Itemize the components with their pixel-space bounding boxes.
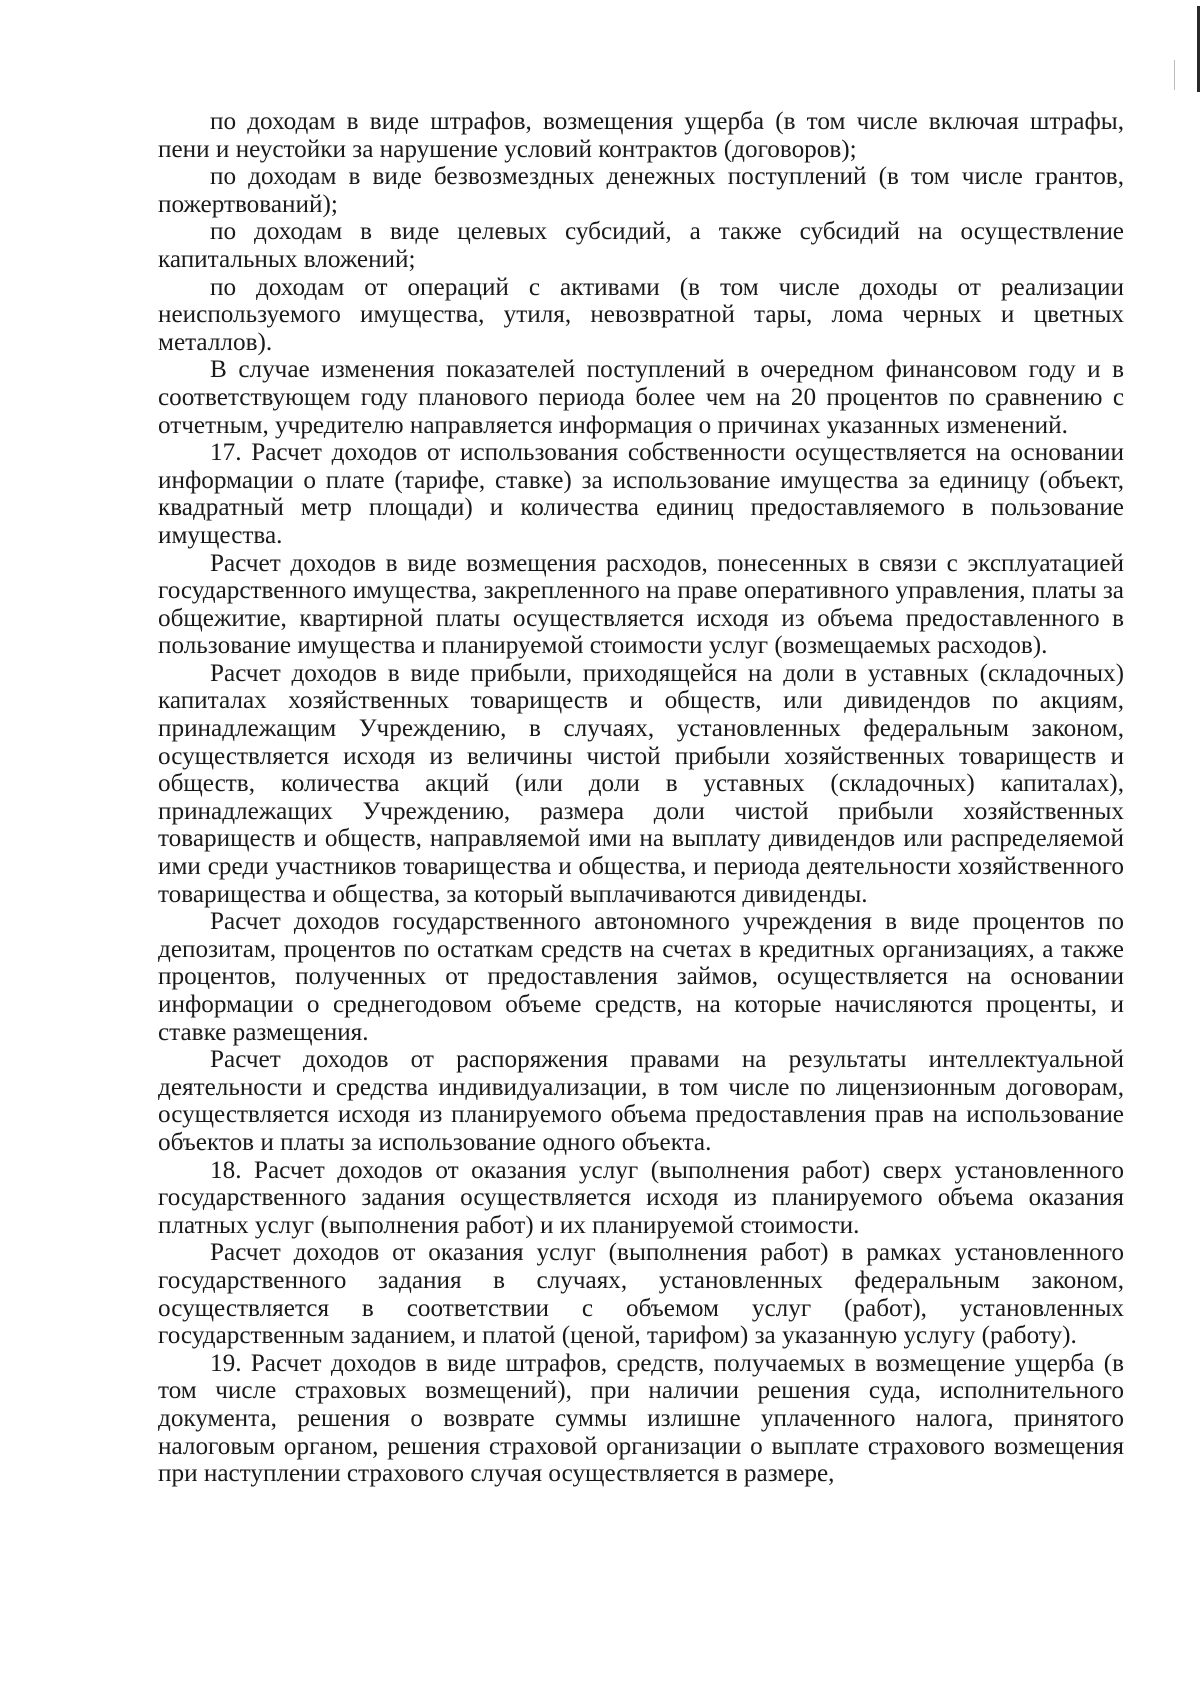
paragraph-services-within-task: Расчет доходов от оказания услуг (выполнения работ) в рамках установленного государственного задания в случаях, установленных федеральным законом, осуществляется в соответствии с объемом услуг (работ), установленных государственным заданием, и платой (ценой, тарифом) за указанную услугу (работу).: [158, 1239, 1124, 1350]
document-body: [158, 108, 1124, 1488]
paragraph-gratuitous-income: по доходам в виде безвозмездных денежных поступлений (в том числе грантов, пожертвований);: [158, 163, 1124, 218]
paragraph-deposit-interest: Расчет доходов государственного автономного учреждения в виде процентов по депозитам, процентов по остаткам средств на счетах в кредитных организациях, а также процентов, полученных от предоставления займов, осуществляется на основании информации о среднегодовом объеме средств, на которые начисляются проценты, и ставке размещения.: [158, 908, 1124, 1046]
paragraph-fines-income: по доходам в виде штрафов, возмещения ущерба (в том числе включая штрафы, пени и неустойки за нарушение условий контрактов (договоров);: [158, 108, 1124, 163]
paragraph-expense-reimbursement: Расчет доходов в виде возмещения расходов, понесенных в связи с эксплуатацией государственного имущества, закрепленного на праве оперативного управления, платы за общежитие, квартирной платы осуществляется исходя из объема предоставленного в пользование имущества и планируемой стоимости услуг (возмещаемых расходов).: [158, 549, 1124, 660]
paragraph-targeted-subsidies: по доходам в виде целевых субсидий, а также субсидий на осуществление капитальных вложений;: [158, 218, 1124, 273]
scan-speck-mark: [1174, 60, 1175, 90]
paragraph-section-17-property-use: 17. Расчет доходов от использования собственности осуществляется на основании информации о плате (тарифе, ставке) за использование имущества за единицу (объект, квадратный метр площади) и количества единиц предоставляемого в пользование имущества.: [158, 439, 1124, 549]
paragraph-intellectual-property: Расчет доходов от распоряжения правами на результаты интеллектуальной деятельности и средства индивидуализации, в том числе по лицензионным договорам, осуществляется исходя из планируемого объема предоставления прав на использование объектов и платы за использование одного объекта.: [158, 1046, 1124, 1156]
paragraph-profit-dividends: Расчет доходов в виде прибыли, приходящейся на доли в уставных (складочных) капиталах хозяйственных товариществ и обществ, или дивидендов по акциям, принадлежащим Учреждению, в случаях, установленных федеральным законом, осуществляется исходя из величины чистой прибыли хозяйственных товариществ и обществ, количества акций (или доли в уставных (складочных) капиталах), принадлежащих Учреждению, размера доли чистой прибыли хозяйственных товариществ и обществ, направляемой ими на выплату дивидендов или распределяемой ими среди участников товарищества и общества, и периода деятельности хозяйственного товарищества и общества, за который выплачиваются дивиденды.: [158, 659, 1124, 908]
paragraph-section-18-services-above-task: 18. Расчет доходов от оказания услуг (выполнения работ) сверх установленного государственного задания осуществляется исходя из планируемого объема оказания платных услуг (выполнения работ) и их планируемой стоимости.: [158, 1156, 1124, 1239]
paragraph-section-19-fines-damages: 19. Расчет доходов в виде штрафов, средств, получаемых в возмещение ущерба (в том числе страховых возмещений), при наличии решения суда, исполнительного документа, решения о возврате суммы излишне уплаченного налога, принятого налоговым органом, решения страховой организации о выплате страхового возмещения при наступлении страхового случая осуществляется в размере,: [158, 1349, 1124, 1488]
paragraph-indicator-changes: В случае изменения показателей поступлений в очередном финансовом году и в соответствующем году планового периода более чем на 20 процентов по сравнению с отчетным, учредителю направляется информация о причинах указанных изменений.: [158, 356, 1124, 439]
paragraph-asset-operations: по доходам от операций с активами (в том числе доходы от реализации неиспользуемого имущества, утиля, невозвратной тары, лома черных и цветных металлов).: [158, 273, 1124, 356]
